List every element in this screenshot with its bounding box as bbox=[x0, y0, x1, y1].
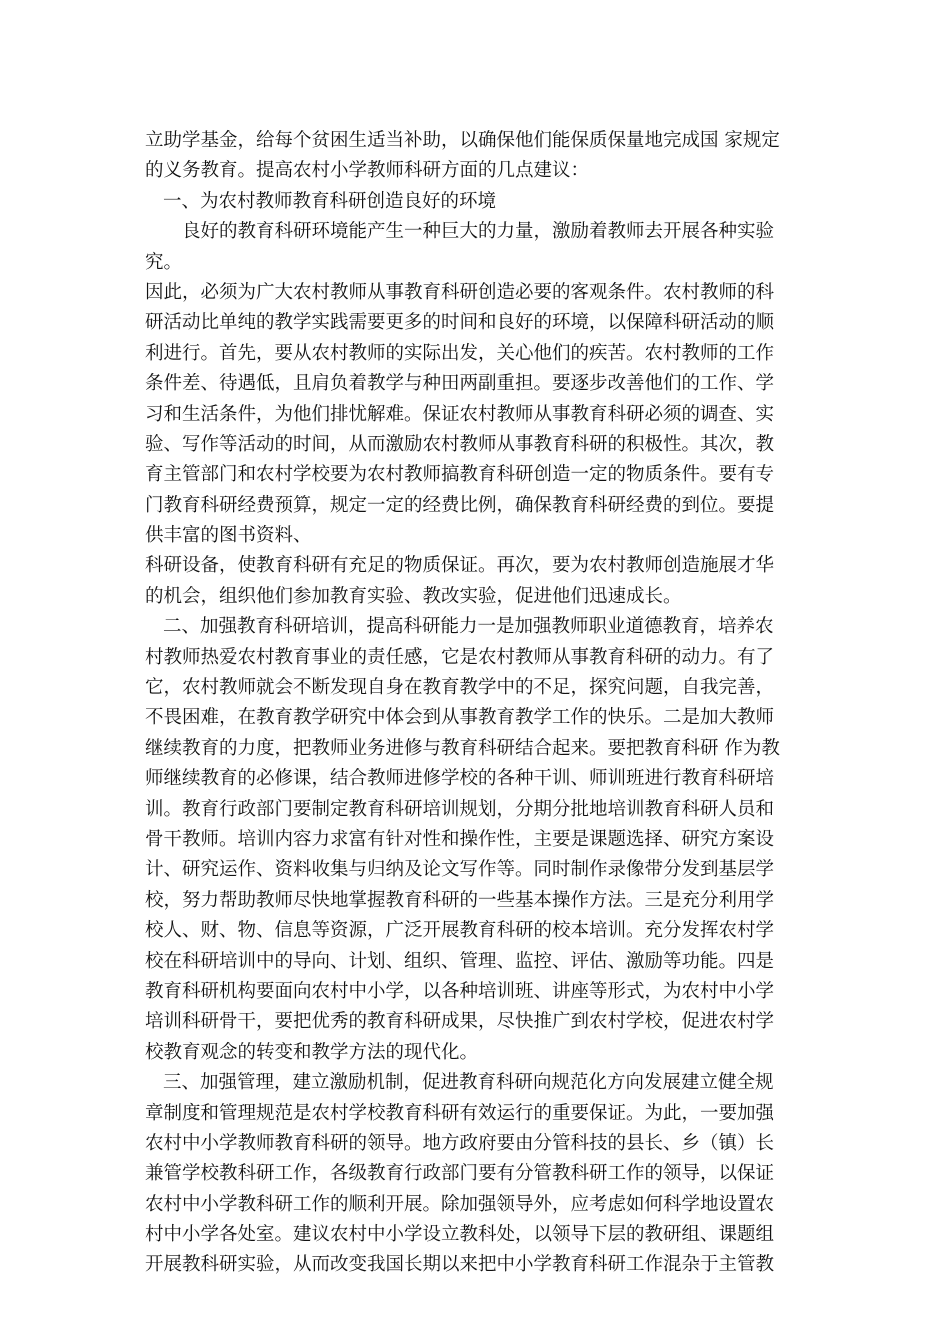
text-line: 条件差、待遇低，且肩负着教学与种田两副重担。要逐步改善他们的工作、学 bbox=[145, 373, 775, 395]
text-line: 门教育科研经费预算，规定一定的经费比例，确保教育科研经费的到位。要提 bbox=[145, 494, 775, 516]
text-line: 的义务教育。提高农村小学教师科研方面的几点建议： bbox=[145, 160, 590, 182]
text-line: 计、研究运作、资料收集与归纳及论文写作等。同时制作录像带分发到基层学 bbox=[145, 859, 775, 881]
text-line: 校，努力帮助教师尽快地掌握教育科研的一些基本操作方法。三是充分利用学 bbox=[145, 889, 775, 911]
text-line: 开展教科研实验，从而改变我国长期以来把中小学教育科研工作混杂于主管教 bbox=[145, 1254, 775, 1276]
text-line: 师继续教育的必修课，结合教师进修学校的各种干训、师训班进行教育科研培 bbox=[145, 768, 775, 790]
text-line: 继续教育的力度，把教师业务进修与教育科研结合起来。要把教育科研 作为教 bbox=[145, 737, 780, 759]
text-line: 育主管部门和农村学校要为农村教师搞教育科研创造一定的物质条件。要有专 bbox=[145, 464, 775, 486]
text-line: 利进行。首先，要从农村教师的实际出发，关心他们的疾苦。农村教师的工作 bbox=[145, 342, 775, 364]
text-line: 校在科研培训中的导向、计划、组织、管理、监控、评估、激励等功能。四是 bbox=[145, 950, 775, 972]
text-line: 骨干教师。培训内容力求富有针对性和操作性，主要是课题选择、研究方案设 bbox=[145, 828, 775, 850]
text-line: 教育科研机构要面向农村中小学，以各种培训班、讲座等形式，为农村中小学 bbox=[145, 980, 775, 1002]
text-line: 供丰富的图书资料、 bbox=[145, 525, 312, 547]
text-line: 究。 bbox=[145, 251, 183, 273]
text-line: 培训科研骨干，要把优秀的教育科研成果，尽快推广到农村学校，促进农村学 bbox=[145, 1011, 775, 1033]
text-line: 二、加强教育科研培训，提高科研能力一是加强教师职业道德教育，培养农 bbox=[163, 616, 774, 638]
text-line: 的机会，组织他们参加教育实验、教改实验，促进他们迅速成长。 bbox=[145, 585, 682, 607]
text-line: 一、为农村教师教育科研创造良好的环境 bbox=[163, 190, 497, 212]
text-line: 训。教育行政部门要制定教育科研培训规划，分期分批地培训教育科研人员和 bbox=[145, 798, 775, 820]
text-line: 农村中小学教科研工作的顺利开展。除加强领导外，应考虑如何科学地设置农 bbox=[145, 1193, 775, 1215]
text-line: 章制度和管理规范是农村学校教育科研有效运行的重要保证。为此，一要加强 bbox=[145, 1102, 775, 1124]
text-line: 不畏困难，在教育教学研究中体会到从事教育教学工作的快乐。二是加大教师 bbox=[145, 707, 775, 729]
text-line: 村教师热爱农村教育事业的责任感，它是农村教师从事教育科研的动力。有了 bbox=[145, 646, 775, 668]
text-line: 兼管学校教科研工作，各级教育行政部门要有分管教科研工作的领导，以保证 bbox=[145, 1163, 775, 1185]
text-line: 三、加强管理，建立激励机制，促进教育科研向规范化方向发展建立健全规 bbox=[163, 1072, 774, 1094]
text-line: 校人、财、物、信息等资源，广泛开展教育科研的校本培训。充分发挥农村学 bbox=[145, 920, 775, 942]
text-line: 立助学基金，给每个贫困生适当补助，以确保他们能保质保量地完成国 家规定 bbox=[145, 130, 780, 151]
text-line: 农村中小学教师教育科研的领导。地方政府要由分管科技的县长、乡（镇）长 bbox=[145, 1132, 775, 1154]
text-line: 良好的教育科研环境能产生一种巨大的力量，激励着教师去开展各种实验 bbox=[182, 221, 775, 243]
document-page bbox=[145, 126, 805, 1281]
text-line: 它，农村教师就会不断发现自身在教育教学中的不足，探究问题，自我完善， bbox=[145, 677, 775, 699]
text-line: 验、写作等活动的时间，从而激励农村教师从事教育科研的积极性。其次，教 bbox=[145, 433, 775, 455]
text-line: 科研设备，使教育科研有充足的物质保证。再次，要为农村教师创造施展才华 bbox=[145, 555, 775, 577]
text-line: 因此，必须为广大农村教师从事教育科研创造必要的客观条件。农村教师的科 bbox=[145, 281, 775, 303]
text-line: 研活动比单纯的教学实践需要更多的时间和良好的环境，以保障科研活动的顺 bbox=[145, 312, 775, 334]
text-line: 习和生活条件，为他们排忧解难。保证农村教师从事教育科研必须的调查、实 bbox=[145, 403, 775, 425]
text-line: 村中小学各处室。建议农村中小学设立教科处，以领导下层的教研组、课题组 bbox=[145, 1224, 775, 1246]
text-line: 校教育观念的转变和教学方法的现代化。 bbox=[145, 1041, 479, 1063]
